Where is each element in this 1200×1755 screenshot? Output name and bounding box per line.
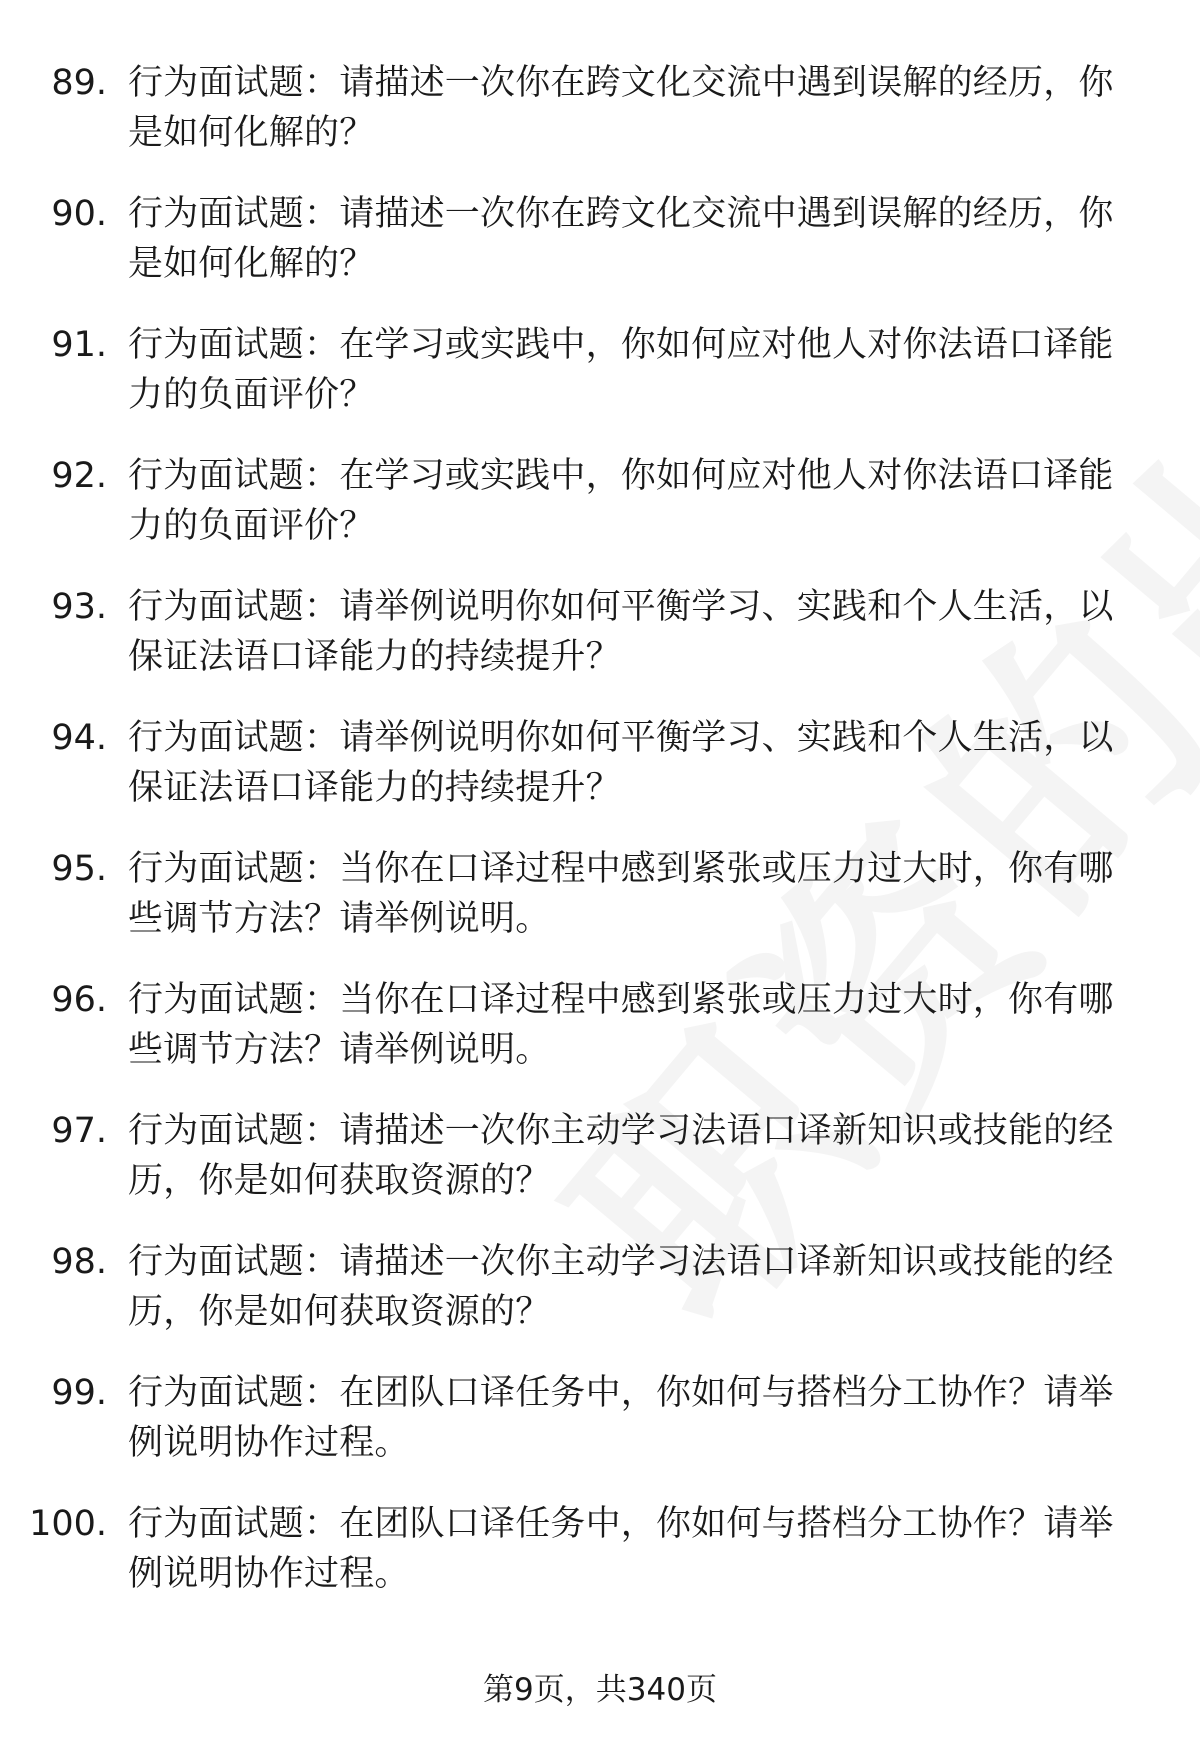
question-text: 行为面试题：在团队口译任务中，你如何与搭档分工协作？请举例说明协作过程。 (128, 1373, 1114, 1463)
question-text: 行为面试题：请描述一次你主动学习法语口译新知识或技能的经历，你是如何获取资源的？ (128, 1111, 1114, 1201)
question-text: 行为面试题：请举例说明你如何平衡学习、实践和个人生活，以保证法语口译能力的持续提升？ (128, 718, 1114, 808)
list-item (0, 189, 1200, 320)
question-number: 97. (51, 1111, 107, 1151)
list-item (0, 1106, 1200, 1237)
list-item (0, 582, 1200, 713)
question-number: 91. (51, 325, 107, 365)
list-item (0, 975, 1200, 1106)
question-text: 行为面试题：请举例说明你如何平衡学习、实践和个人生活，以保证法语口译能力的持续提升？ (128, 587, 1114, 677)
list-item (0, 58, 1200, 189)
list-item (0, 713, 1200, 844)
question-text: 行为面试题：当你在口译过程中感到紧张或压力过大时，你有哪些调节方法？请举例说明。 (128, 980, 1114, 1070)
question-number: 89. (51, 63, 107, 103)
question-text: 行为面试题：请描述一次你在跨文化交流中遇到误解的经历，你是如何化解的？ (128, 194, 1114, 284)
question-text: 行为面试题：当你在口译过程中感到紧张或压力过大时，你有哪些调节方法？请举例说明。 (128, 849, 1114, 939)
question-text: 行为面试题：在学习或实践中，你如何应对他人对你法语口译能力的负面评价？ (128, 325, 1114, 415)
question-text: 行为面试题：请描述一次你主动学习法语口译新知识或技能的经历，你是如何获取资源的？ (128, 1242, 1114, 1332)
question-text: 行为面试题：请描述一次你在跨文化交流中遇到误解的经历，你是如何化解的？ (128, 63, 1114, 153)
list-item (0, 1368, 1200, 1499)
question-number: 99. (51, 1373, 107, 1413)
list-item (0, 844, 1200, 975)
question-number: 100. (29, 1504, 107, 1544)
page-footer: 第9页，共340页 (483, 1672, 717, 1708)
list-item (0, 451, 1200, 582)
question-number: 92. (51, 456, 107, 496)
question-number: 93. (51, 587, 107, 627)
list-item (0, 320, 1200, 451)
question-text: 行为面试题：在团队口译任务中，你如何与搭档分工协作？请举例说明协作过程。 (128, 1504, 1114, 1594)
question-text: 行为面试题：在学习或实践中，你如何应对他人对你法语口译能力的负面评价？ (128, 456, 1114, 546)
list-item (0, 1499, 1200, 1630)
question-number: 95. (51, 849, 107, 889)
question-list (0, 58, 1200, 1630)
list-item (0, 1237, 1200, 1368)
question-number: 98. (51, 1242, 107, 1282)
question-number: 90. (51, 194, 107, 234)
question-number: 94. (51, 718, 107, 758)
question-number: 96. (51, 980, 107, 1020)
